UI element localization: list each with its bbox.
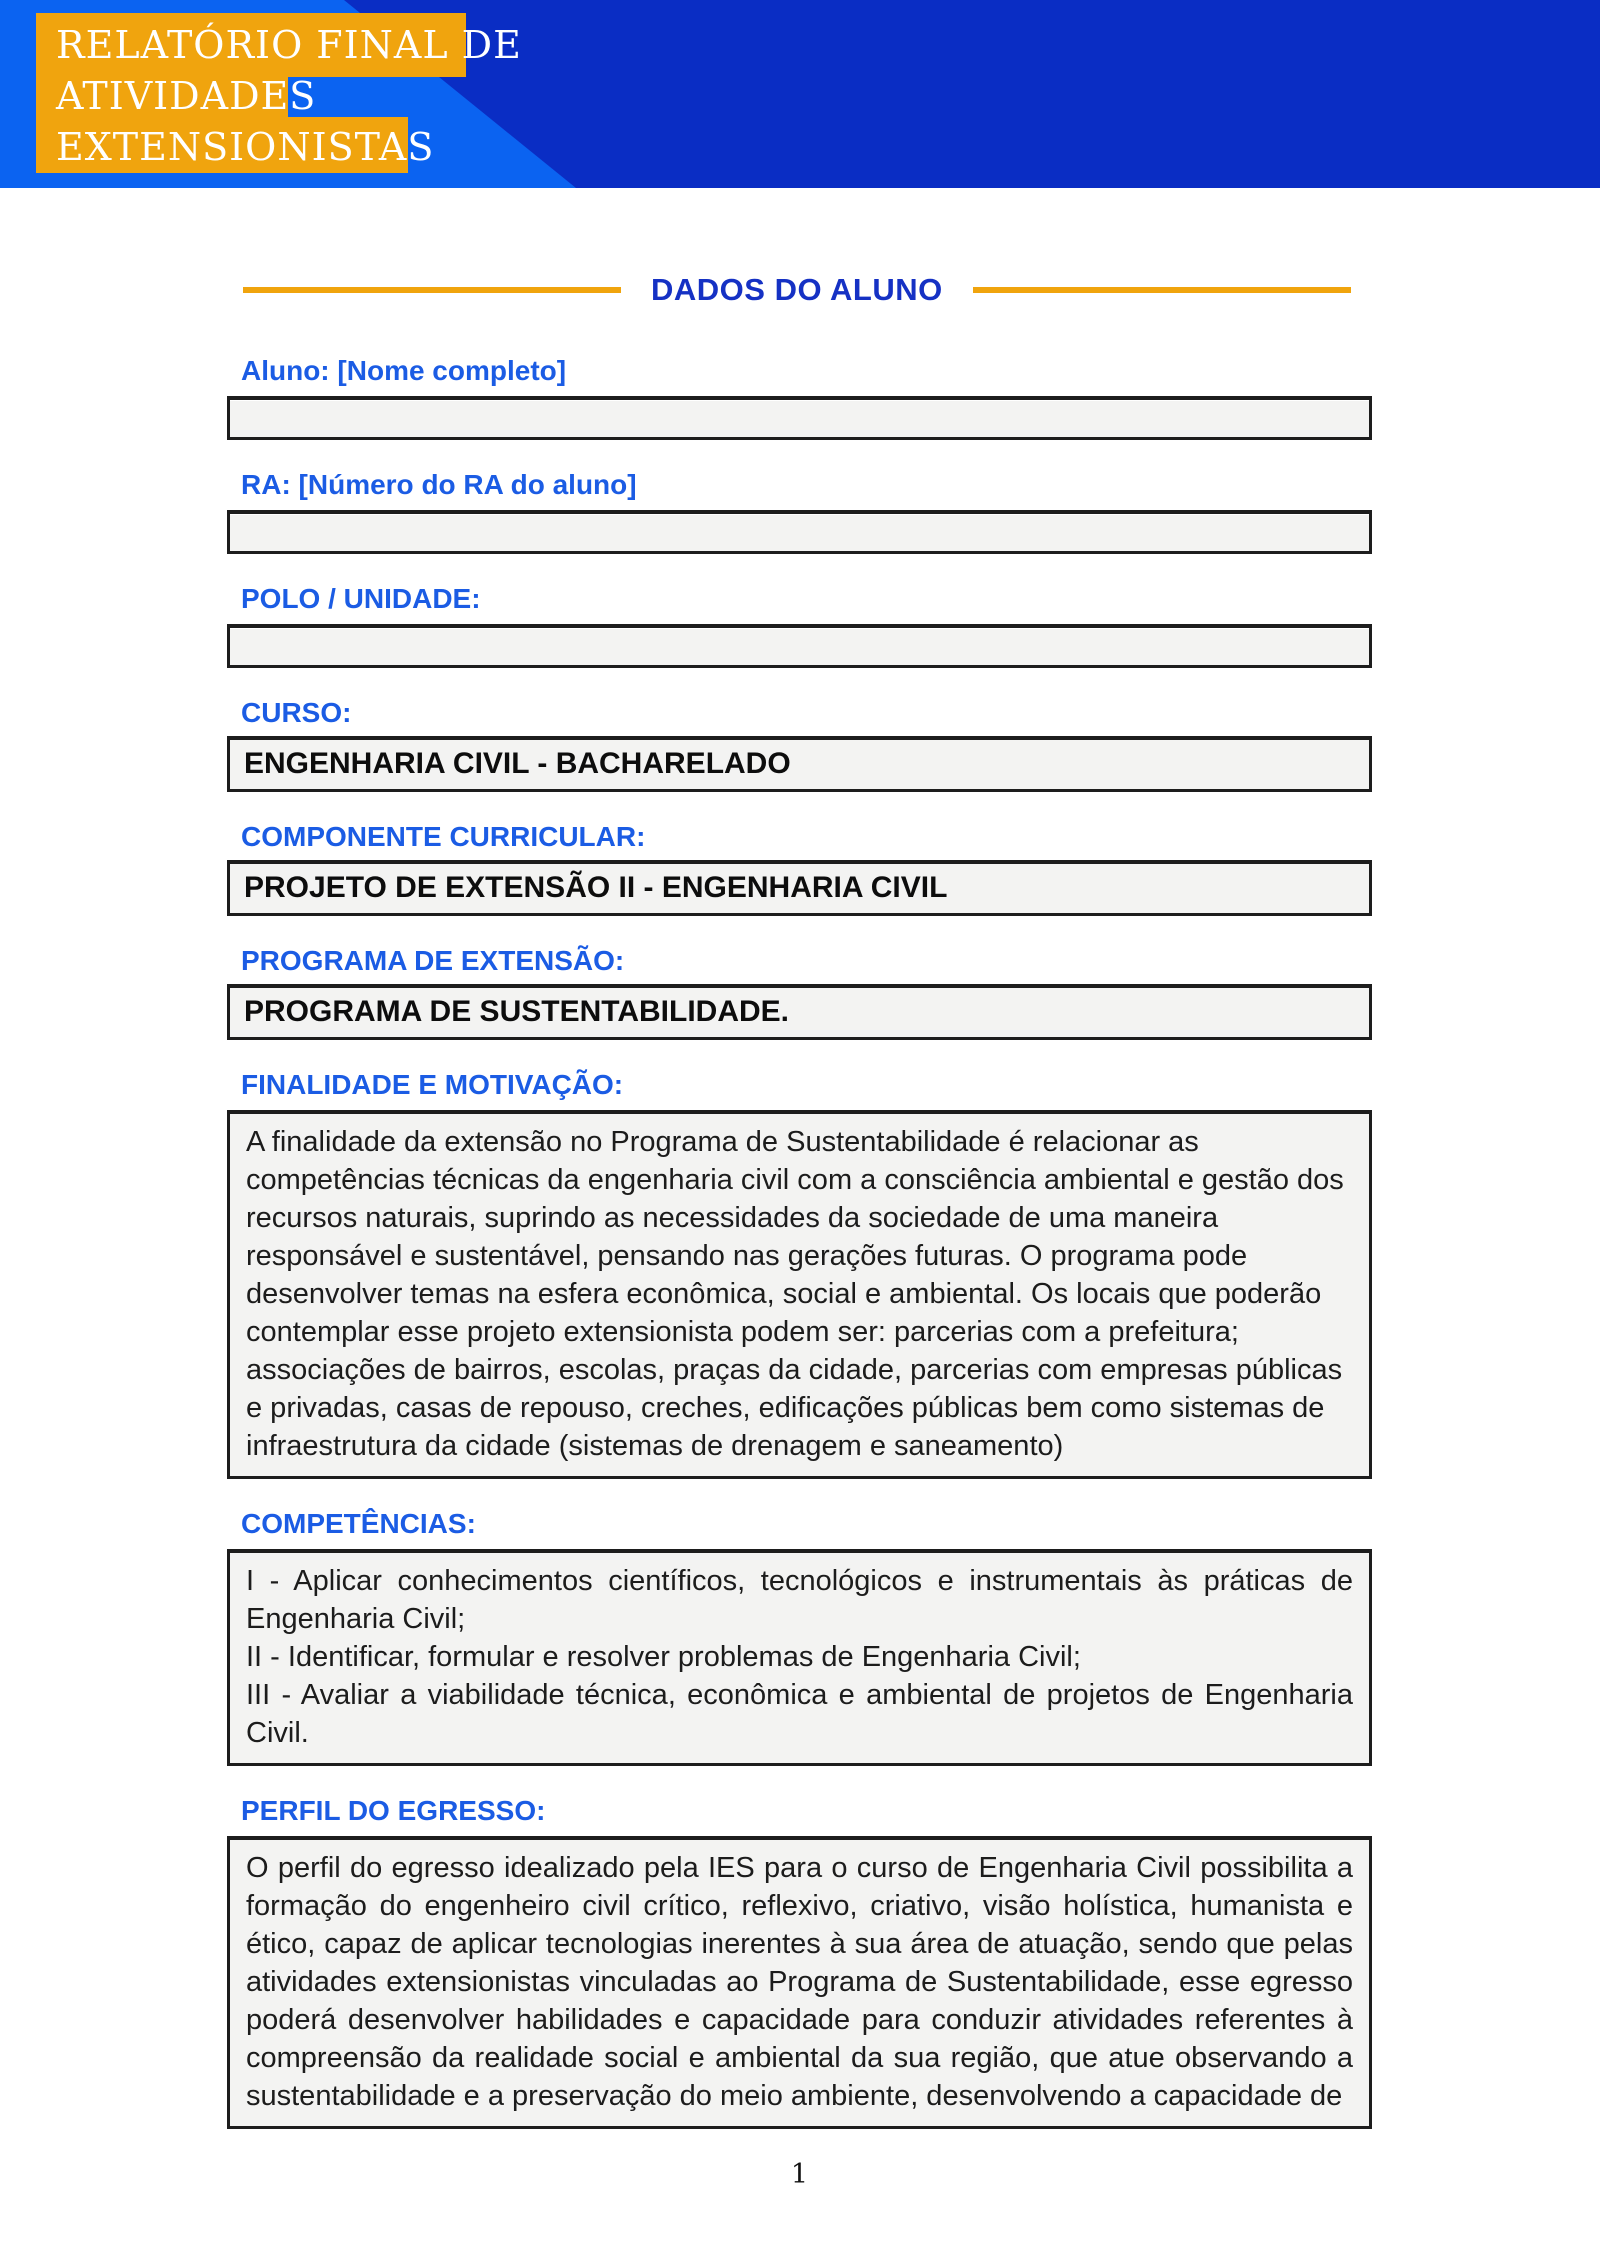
page-number: 1 xyxy=(790,2159,809,2190)
curso-text: ENGENHARIA CIVIL - BACHARELADO xyxy=(244,747,791,780)
componente-value xyxy=(227,860,1372,916)
field-label-finalidade: FINALIDADE E MOTIVAÇÃO: xyxy=(241,1069,624,1100)
section-title-row xyxy=(243,272,1358,308)
field-label-ra: RA: [Número do RA do aluno] xyxy=(241,469,637,500)
form-field-polo xyxy=(227,584,1372,668)
perfil-value xyxy=(227,1836,1372,2129)
form-field-ra xyxy=(227,470,1372,554)
ra-input[interactable] xyxy=(227,510,1372,554)
title-rule-right xyxy=(973,287,1351,293)
paragraph: II - Identificar, formular e resolver problemas de Engenharia Civil; xyxy=(246,1641,1081,1673)
curso-value xyxy=(227,736,1372,792)
competencias-value xyxy=(227,1549,1372,1766)
field-label-curso: CURSO: xyxy=(241,697,352,728)
form-field-competencias xyxy=(227,1509,1372,1766)
form-field-programa xyxy=(227,946,1372,1040)
title-rule-left xyxy=(243,287,621,293)
banner-title-line-3: EXTENSIONISTAS xyxy=(56,125,435,169)
field-label-programa: PROGRAMA DE EXTENSÃO: xyxy=(241,945,625,976)
form-field-finalidade xyxy=(227,1070,1372,1479)
document-page xyxy=(0,188,1600,2190)
form-field-perfil xyxy=(227,1796,1372,2129)
form-field-curso xyxy=(227,698,1372,792)
programa-value xyxy=(227,984,1372,1040)
field-label-perfil: PERFIL DO EGRESSO: xyxy=(241,1795,546,1826)
banner-title-line-1: RELATÓRIO FINAL DE xyxy=(56,23,522,67)
page-title: DADOS DO ALUNO xyxy=(651,272,943,307)
banner-title xyxy=(56,20,522,173)
field-label-competencias: COMPETÊNCIAS: xyxy=(241,1508,476,1539)
polo-input[interactable] xyxy=(227,624,1372,668)
aluno-input[interactable] xyxy=(227,396,1372,440)
report-banner xyxy=(0,0,1600,188)
banner-title-line-2: ATIVIDADES xyxy=(56,74,317,118)
field-label-aluno: Aluno: [Nome completo] xyxy=(241,355,567,386)
form-field-aluno xyxy=(227,356,1372,440)
paragraph: A finalidade da extensão no Programa de Sustentabilidade é relacionar as competências técnicas da engenharia civil com a consciência ambiental e gestão dos recursos naturais, suprindo as necessidades da sociedade de uma maneira responsável e sustentável, pensando nas gerações futuras. O programa pode desenvolver temas na esfera econômica, social e ambiental. Os locais que poderão contemplar esse projeto extensionista podem ser: parcerias com a prefeitura; associações de bairros, escolas, praças da cidade, parcerias com empresas públicas e privadas, casas de repouso, creches, edificações públicas bem como sistemas de infraestrutura da cidade (sistemas de drenagem e saneamento) xyxy=(246,1126,1344,1462)
form-fields xyxy=(227,356,1372,2129)
componente-text: PROJETO DE EXTENSÃO II - ENGENHARIA CIVIL xyxy=(244,871,948,904)
field-label-polo: POLO / UNIDADE: xyxy=(241,583,481,614)
paragraph: I - Aplicar conhecimentos científicos, tecnológicos e instrumentais às práticas de Engenharia Civil; xyxy=(246,1565,1353,1635)
finalidade-value xyxy=(227,1110,1372,1479)
programa-text: PROGRAMA DE SUSTENTABILIDADE. xyxy=(244,995,790,1028)
field-label-componente: COMPONENTE CURRICULAR: xyxy=(241,821,646,852)
paragraph: III - Avaliar a viabilidade técnica, econômica e ambiental de projetos de Engenharia Civil. xyxy=(246,1679,1353,1749)
form-field-componente xyxy=(227,822,1372,916)
paragraph: O perfil do egresso idealizado pela IES para o curso de Engenharia Civil possibilita a formação do engenheiro civil crítico, reflexivo, criativo, visão holística, humanista e ético, capaz de aplicar tecnologias inerentes à sua área de atuação, sendo que pelas atividades extensionistas vinculadas ao Programa de Sustentabilidade, esse egresso poderá desenvolver habilidades e capacidade para conduzir atividades referentes à compreensão da realidade social e ambiental da sua região, que atue observando a sustentabilidade e a preservação do meio ambiente, desenvolvendo a capacidade de xyxy=(246,1852,1353,2112)
